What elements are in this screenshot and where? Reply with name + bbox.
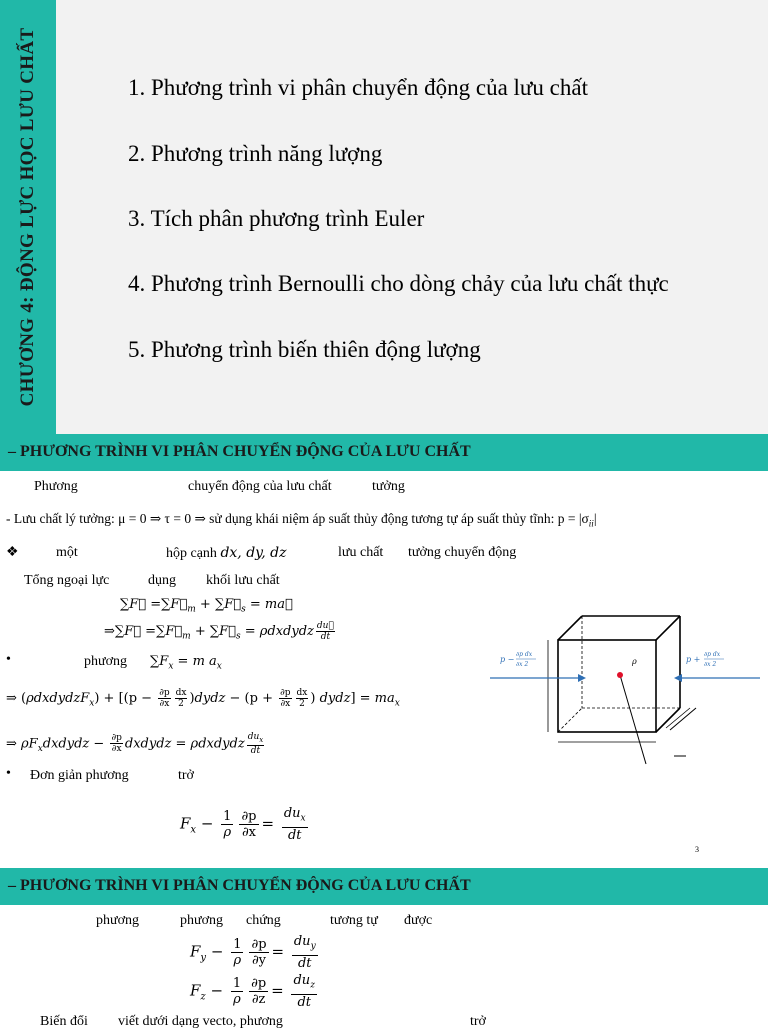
equation-x-direction: $\sum F_x = m$ $a_x$ [150,654,222,672]
text-fragment: Đơn giản phương [30,768,129,783]
text-fragment: phương [96,913,139,928]
svg-text:∂p dx: ∂p dx [704,651,721,658]
axis-line [670,708,696,730]
cube-edge [558,616,582,640]
arrowhead-left-icon [674,674,682,682]
ideal-fluid-text: - Lưu chất lý tưởng: μ = 0 ⇒ τ = 0 ⇒ sử dụng khái niệm áp suất thủy động tương tự áp suất thủy tĩnh: p = |σ [6,511,589,526]
text-fragment: tương tự [330,913,378,928]
ideal-fluid-line [6,511,597,529]
euler-equation-y: $F_y$ − $\frac{1}{\rho}$ $\frac{\partial p}{\partial y}$ = $\frac{du_y}{dt}$ [190,934,316,971]
svg-text:∂p dx: ∂p dx [516,651,533,658]
text-fragment: được [404,913,433,928]
text-fragment: tưởng [372,479,405,494]
rho-label: ρ [632,657,637,666]
text-fragment: trở [470,1014,486,1029]
section-header-bar [0,868,768,905]
center-point [617,672,623,678]
cube-edge [656,616,680,640]
abs-bar: | [593,511,597,526]
chapter-title: CHƯƠNG 4: ĐỘNG LỰC HỌC LƯU CHẤT [17,27,38,407]
section-title: – PHƯƠNG TRÌNH VI PHÂN CHUYỂN ĐỘNG CỦA LƯU CHẤT [8,877,471,894]
text-fragment: Biến đổi [40,1014,88,1029]
text-fragment: viết dưới dạng vecto, phương [118,1014,283,1029]
text-fragment: chứng [246,913,281,928]
equation-sum-forces-expanded: ⇒∑F⃗ $=\sum F⃗_m$ + $\sum F⃗_s$ = ρdxdydz $\frac{du⃗}{dt}$ [104,621,334,642]
equation-pressure-balance: ⇒ (ρdxdydzF$_x$) + [(p − $\frac{\partial p}{\partial x}$ $\frac{dx}{2}$ )dydz − (p + $\frac{\partial p}{\partial x}$ $\frac{dx}{2}$ ) dydz] = $ma_x$ [6,688,400,709]
toc-slide [0,0,768,434]
equation-simplified: ⇒ $\rho F_xdxdydz$ − $\frac{\partial p}{\partial x}$ dxdydz = ρdxdydz $\frac{du_x}{dt}$ [6,732,264,756]
right-pressure-label [686,651,724,668]
equation-sum-forces: ∑F⃗ $=\sum F⃗_m$ + $\sum F⃗_s$ = ma⃗ [120,597,293,615]
toc-item-5: 5. Phương trình biến thiên động lượng [128,337,481,362]
toc-item-2: 2. Phương trình năng lượng [128,141,383,166]
text-fragment: khối lưu chất [206,573,280,588]
bullet-icon: • [6,766,11,781]
euler-equation-z: $F_z$ − $\frac{1}{\rho}$ $\frac{\partial p}{\partial z}$ = $\frac{du_z}{dt}$ [190,973,315,1010]
arrowhead-right-icon [578,674,586,682]
text-fragment: chuyển động của lưu chất [188,479,332,494]
section-header-bar [0,434,768,471]
chapter-sidebar [0,0,56,434]
center-pointer-line [620,675,646,764]
euler-equation-x: $F_x$ − $\frac{1}{\rho}$ $\frac{\partial p}{\partial x}$ = $\frac{du_x}{dt}$ [180,806,306,843]
text-fragment: dụng [148,573,176,588]
text-fragment: Tổng ngoại lực [24,573,110,588]
page-number: 3 [695,845,699,854]
cube-front-face [558,640,656,732]
text-fragment [166,545,286,562]
diamond-bullet-icon: ❖ [6,545,19,560]
cube-hidden-edge [558,708,582,732]
svg-text:p +: p + [686,655,701,664]
cube-edge [656,708,680,732]
toc-item-4: 4. Phương trình Bernoulli cho dòng chảy của lưu chất thực [128,271,669,296]
svg-text:p −: p − [500,655,515,664]
text-fragment: trở [178,768,194,783]
text-fragment: phương [84,654,127,669]
svg-text:∂x 2: ∂x 2 [704,661,717,668]
bullet-icon: • [6,652,11,667]
toc-item-3: 3. Tích phân phương trình Euler [128,206,425,231]
box-edges-math: dx, dy, dz [220,545,287,561]
svg-text:∂x 2: ∂x 2 [516,661,529,668]
section-title: – PHƯƠNG TRÌNH VI PHÂN CHUYỂN ĐỘNG CỦA LƯU CHẤT [8,443,471,460]
text-fragment: một [56,545,78,560]
text-fragment: lưu chất [338,545,384,560]
text-fragment: Phương [34,479,78,494]
toc-item-1: 1. Phương trình vi phân chuyển động của lưu chất [128,75,588,100]
left-pressure-label [500,651,536,668]
fluid-element-cube-diagram [490,596,760,776]
text-fragment: hộp cạnh [166,546,217,561]
text-fragment: tưởng chuyển động [408,545,517,560]
text-fragment: phương [180,913,223,928]
sigma-subscript: ii [588,518,594,529]
